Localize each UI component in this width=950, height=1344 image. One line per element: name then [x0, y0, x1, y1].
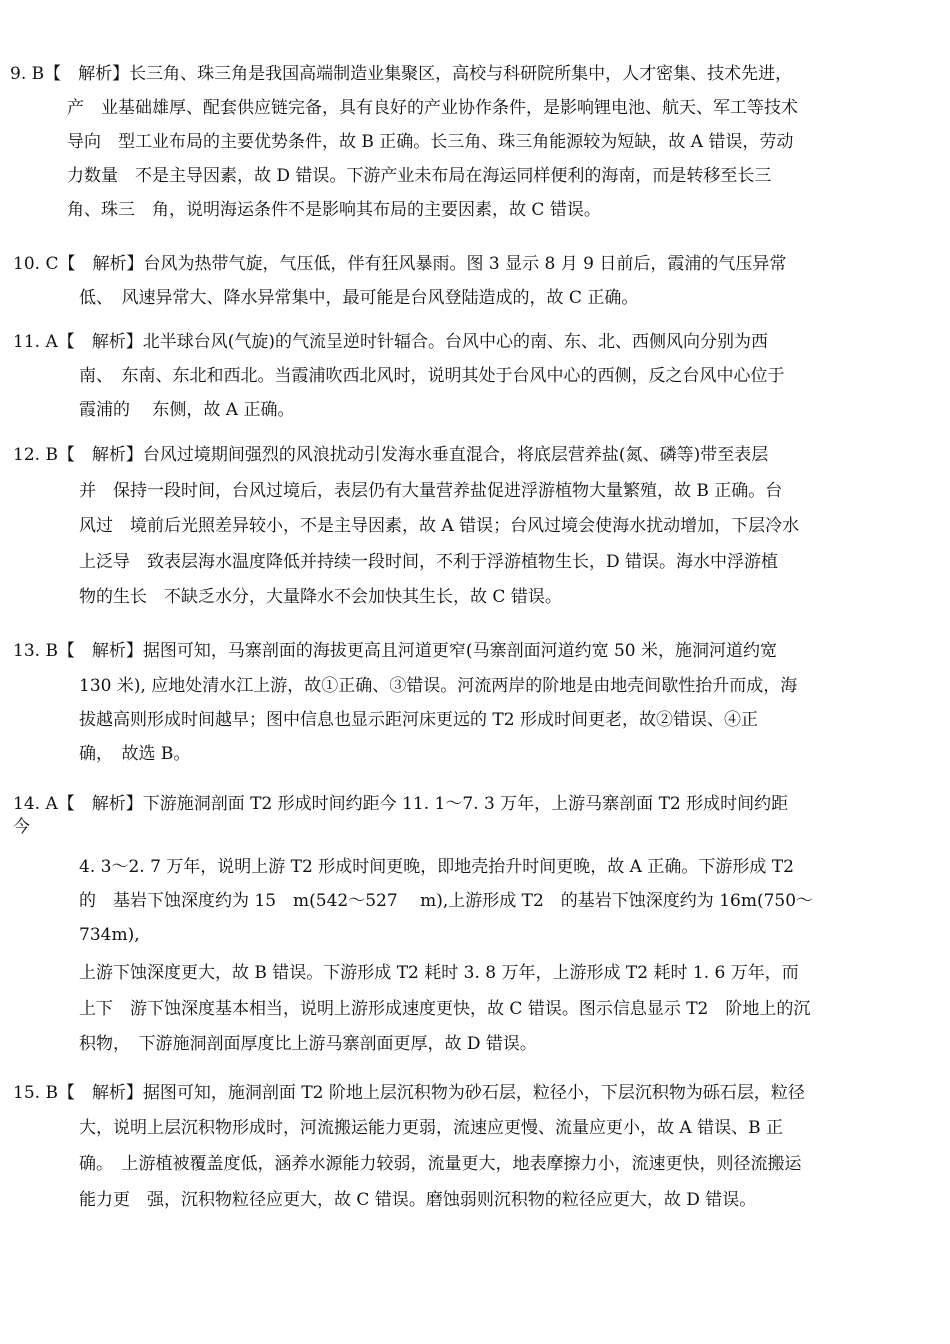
answer-15-line-1: 15. B【 解析】据图可知，施洞剖面 T2 阶地上层沉积物为砂石层，粒径小，下层沉积物为砾石层，粒径: [13, 1083, 805, 1103]
answer-10-line-1: 10. C【 解析】台风为热带气旋，气压低，伴有狂风暴雨。图 3 显示 8 月 9 日前后，霞浦的气压异常: [13, 254, 787, 274]
answer-15-line-2: 大，说明上层沉积物形成时，河流搬运能力更弱，流速应更慢、流量应更小，故 A 错误、B 正: [79, 1118, 783, 1138]
answer-11-line-1: 11. A【 解析】北半球台风(气旋)的气流呈逆时针辐合。台风中心的南、东、北、西侧风向分别为西: [13, 332, 768, 352]
answer-15-line-3: 确。 上游植被覆盖度低，涵养水源能力较弱，流量更大，地表摩擦力小，流速更快，则径流搬运: [79, 1154, 802, 1174]
answer-12-line-5: 物的生长 不缺乏水分，大量降水不会加快其生长，故 C 错误。: [79, 587, 562, 607]
answer-15-line-4: 能力更 强，沉积物粒径应更大，故 C 错误。磨蚀弱则沉积物的粒径应更大，故 D 错误。: [79, 1190, 757, 1210]
answer-9-line-1: 9. B【 解析】长三角、珠三角是我国高端制造业集聚区，高校与科研院所集中，人才密集、技术先进，: [10, 64, 793, 84]
answer-13-line-3: 拔越高则形成时间越早；图中信息也显示距河床更远的 T2 形成时间更老，故②错误、④正: [79, 710, 758, 730]
answer-14-line-2: 今: [13, 817, 30, 837]
answer-14-line-6: 上游下蚀深度更大，故 B 错误。下游形成 T2 耗时 3. 8 万年，上游形成 T2 耗时 1. 6 万年，而: [79, 963, 799, 983]
answer-11-line-3: 霞浦的 东侧，故 A 正确。: [79, 400, 295, 420]
answer-12-line-3: 风过 境前后光照差异较小，不是主导因素，故 A 错误；台风过境会使海水扰动增加，下层冷水: [79, 516, 800, 536]
answer-12-line-1: 12. B【 解析】台风过境期间强烈的风浪扰动引发海水垂直混合，将底层营养盐(氮、磷等)带至表层: [13, 445, 769, 465]
answer-14-line-8: 积物， 下游施洞剖面厚度比上游马寨剖面更厚，故 D 错误。: [79, 1034, 537, 1054]
answer-12-line-2: 并 保持一段时间，台风过境后，表层仍有大量营养盐促进浮游植物大量繁殖，故 B 正确。台: [79, 481, 783, 501]
answer-11-line-2: 南、 东南、东北和西北。当霞浦吹西北风时，说明其处于台风中心的西侧，反之台风中心位于: [79, 366, 785, 386]
answer-10-line-2: 低、 风速异常大、降水异常集中，最可能是台风登陆造成的，故 C 正确。: [79, 288, 639, 308]
answer-9-line-3: 导向 型工业布局的主要优势条件，故 B 正确。长三角、珠三角能源较为短缺，故 A 错误，劳动: [67, 132, 794, 152]
answer-14-line-3: 4. 3～2. 7 万年，说明上游 T2 形成时间更晚，即地壳抬升时间更晚，故 A 正确。下游形成 T2: [79, 857, 794, 877]
answer-13-line-2: 130 米), 应地处清水江上游，故①正确、③错误。河流两岸的阶地是由地壳间歇性抬升而成，海: [79, 676, 798, 696]
answer-13-line-1: 13. B【 解析】据图可知，马寨剖面的海拔更高且河道更窄(马寨剖面河道约宽 50 米，施洞河道约宽: [13, 641, 778, 661]
answer-9-line-4: 力数量 不是主导因素，故 D 错误。下游产业未布局在海运同样便利的海南，而是转移至长三: [67, 166, 772, 186]
answer-14-line-1: 14. A【 解析】下游施洞剖面 T2 形成时间约距今 11. 1～7. 3 万年，上游马寨剖面 T2 形成时间约距: [13, 794, 789, 814]
answer-12-line-4: 上泛导 致表层海水温度降低并持续一段时间，不利于浮游植物生长，D 错误。海水中浮游植: [79, 552, 779, 572]
answer-14-line-7: 上下 游下蚀深度基本相当，说明上游形成速度更快，故 C 错误。图示信息显示 T2 阶地上的沉: [79, 999, 811, 1019]
answer-9-line-5: 角、珠三 角，说明海运条件不是影响其布局的主要因素，故 C 错误。: [67, 200, 601, 220]
answer-14-line-4: 的 基岩下蚀深度约为 15 m(542～527 m),上游形成 T2 的基岩下蚀深度约为 16m(750～: [79, 891, 814, 911]
answer-14-line-5: 734m),: [79, 925, 140, 945]
answer-13-line-4: 确， 故选 B。: [79, 744, 191, 764]
answer-9-line-2: 产 业基础雄厚、配套供应链完备，具有良好的产业协作条件，是影响锂电池、航天、军工等技术: [67, 98, 798, 118]
